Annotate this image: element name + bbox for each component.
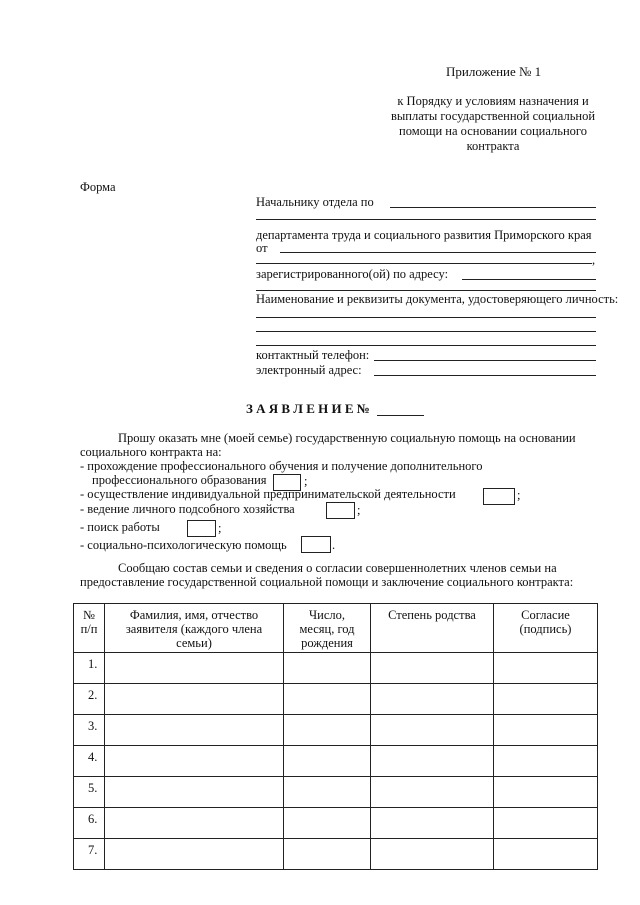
family-intro-line-2: предоставление государственной социальной помощи и заключение социального контракта: [80, 575, 574, 589]
dob-cell[interactable] [284, 746, 371, 777]
family-table [73, 603, 598, 870]
option-business: - осуществление индивидуальной предпринимательской деятельности [80, 487, 456, 501]
consent-cell[interactable] [494, 715, 598, 746]
name-cell[interactable] [105, 808, 284, 839]
relation-cell[interactable] [371, 808, 494, 839]
relation-cell[interactable] [371, 653, 494, 684]
table-row [74, 839, 598, 870]
dob-cell[interactable] [284, 653, 371, 684]
row-number: 4. [74, 746, 105, 777]
table-row [74, 746, 598, 777]
id-document-line-2[interactable] [256, 331, 596, 332]
semicolon: ; [304, 474, 308, 488]
name-cell[interactable] [105, 653, 284, 684]
table-row [74, 684, 598, 715]
id-document-line-3[interactable] [256, 345, 596, 346]
name-cell[interactable] [105, 715, 284, 746]
dob-cell[interactable] [284, 839, 371, 870]
option-farm: - ведение личного подсобного хозяйства [80, 502, 295, 516]
appendix-reference [388, 94, 598, 154]
from-label: от [256, 241, 268, 255]
option-training-line-1: - прохождение профессионального обучения и получение дополнительного [80, 459, 483, 473]
address-field-line-2[interactable] [256, 290, 596, 291]
chief-field-line-2[interactable] [256, 219, 596, 220]
table-row [74, 715, 598, 746]
name-cell[interactable] [105, 839, 284, 870]
dob-cell[interactable] [284, 808, 371, 839]
dob-cell[interactable] [284, 684, 371, 715]
comma: , [592, 253, 596, 267]
option-job-search: - поиск работы [80, 520, 160, 534]
consent-cell[interactable] [494, 839, 598, 870]
dob-cell[interactable] [284, 777, 371, 808]
row-number: 6. [74, 808, 105, 839]
row-number: 5. [74, 777, 105, 808]
department-label: департамента труда и социального развития Приморского края [256, 228, 592, 242]
registered-address-label: зарегистрированного(ой) по адресу: [256, 267, 449, 281]
form-label: Форма [80, 180, 116, 194]
table-header-row [74, 604, 598, 653]
header-dob: Число, месяц, год рождения [284, 604, 371, 653]
row-number: 1. [74, 653, 105, 684]
id-document-label: Наименование и реквизиты документа, удостоверяющего личность: [256, 292, 619, 306]
business-checkbox[interactable] [483, 488, 515, 505]
option-social-help: - социально-психологическую помощь [80, 538, 287, 552]
address-field-line[interactable] [462, 279, 596, 280]
id-document-line-1[interactable] [256, 317, 596, 318]
name-cell[interactable] [105, 746, 284, 777]
consent-cell[interactable] [494, 653, 598, 684]
semicolon: ; [357, 503, 361, 517]
relation-cell[interactable] [371, 715, 494, 746]
intro-line-1: Прошу оказать мне (моей семье) государственную социальную помощь на основании [118, 431, 576, 445]
name-cell[interactable] [105, 684, 284, 715]
table-row [74, 808, 598, 839]
ref-line: к Порядку и условиям назначения и [397, 94, 589, 108]
statement-number-line[interactable] [377, 415, 424, 416]
semicolon: ; [218, 521, 222, 535]
email-label: электронный адрес: [256, 363, 362, 377]
statement-title: З А Я В Л Е Н И Е № [246, 401, 370, 416]
semicolon: ; [517, 488, 521, 502]
header-consent: Согласие (подпись) [494, 604, 598, 653]
table-row [74, 777, 598, 808]
relation-cell[interactable] [371, 746, 494, 777]
appendix-title: Приложение № 1 [446, 64, 542, 79]
row-number: 3. [74, 715, 105, 746]
header-name: Фамилия, имя, отчество заявителя (каждого члена семьи) [105, 604, 284, 653]
relation-cell[interactable] [371, 777, 494, 808]
social-help-checkbox[interactable] [301, 536, 331, 553]
farm-checkbox[interactable] [326, 502, 355, 519]
family-intro-line-1: Сообщаю состав семьи и сведения о согласии совершеннолетних членов семьи на [118, 561, 557, 575]
relation-cell[interactable] [371, 839, 494, 870]
relation-cell[interactable] [371, 684, 494, 715]
chief-field-line[interactable] [390, 207, 596, 208]
ref-line: контракта [466, 139, 520, 153]
period: . [332, 538, 336, 552]
job-search-checkbox[interactable] [187, 520, 216, 537]
phone-field-line[interactable] [374, 360, 596, 361]
from-field-line[interactable] [280, 252, 596, 253]
ref-line: помощи на основании социального [399, 124, 587, 138]
addressee-chief-label: Начальнику отдела по [256, 195, 374, 209]
row-number: 2. [74, 684, 105, 715]
option-training-line-2: профессионального образования [92, 473, 267, 487]
dob-cell[interactable] [284, 715, 371, 746]
consent-cell[interactable] [494, 746, 598, 777]
from-field-line-2[interactable] [256, 263, 592, 264]
header-num: № п/п [74, 604, 105, 653]
header-relation: Степень родства [371, 604, 494, 653]
consent-cell[interactable] [494, 777, 598, 808]
row-number: 7. [74, 839, 105, 870]
email-field-line[interactable] [374, 375, 596, 376]
consent-cell[interactable] [494, 808, 598, 839]
table-row [74, 653, 598, 684]
consent-cell[interactable] [494, 684, 598, 715]
name-cell[interactable] [105, 777, 284, 808]
ref-line: выплаты государственной социальной [390, 109, 596, 123]
intro-line-2: социального контракта на: [80, 445, 222, 459]
phone-label: контактный телефон: [256, 348, 370, 362]
